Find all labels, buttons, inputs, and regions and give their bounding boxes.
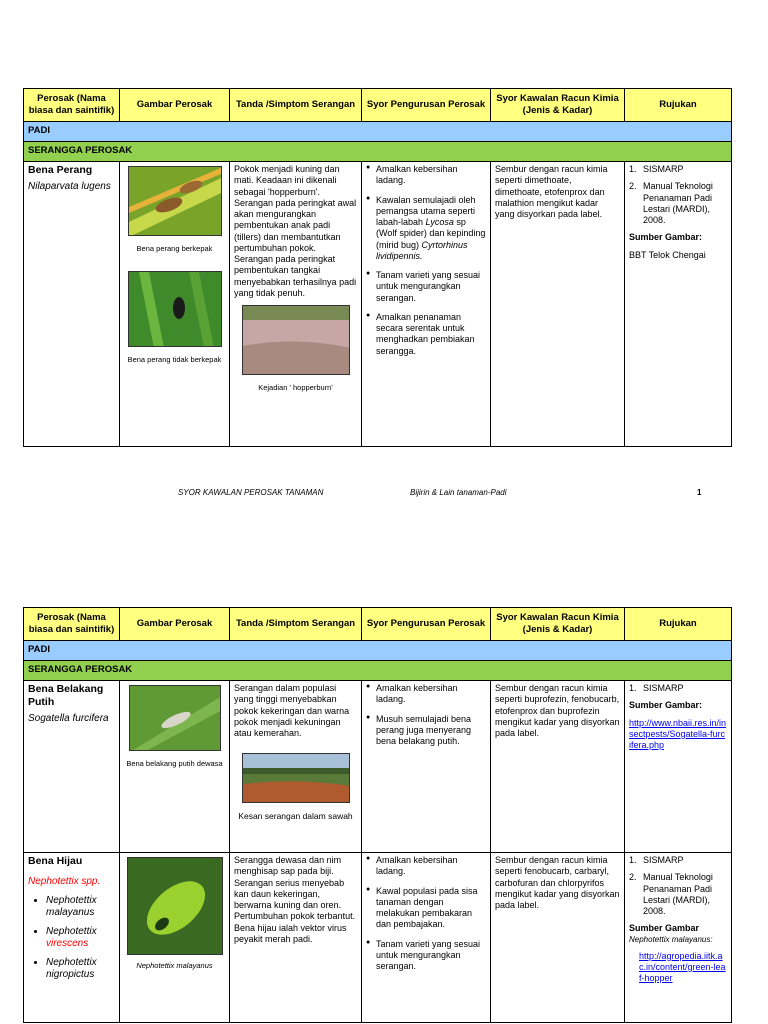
- symptom-cell: [230, 162, 362, 447]
- pest-scientific-name: Nilaparvata lugens: [28, 181, 111, 193]
- pest-image-cell: [120, 162, 230, 447]
- header-perosak: Perosak (Nama biasa dan saintifik): [24, 89, 120, 122]
- image-caption: Kesan serangan dalam sawah: [238, 811, 353, 822]
- table-page-2: [23, 607, 731, 1023]
- table-row: [24, 162, 732, 447]
- pest-scientific-name: Nephotettix spp.: [28, 876, 101, 888]
- chemical-cell: Sembur dengan racun kimia seperti fenobucarb, carbaryl, carbofuran dan chlorpyrifos mengikut kadar yang disyorkan pada label.: [491, 853, 625, 1023]
- list-item: ● Kawal populasi pada sisa tanaman dengan melakukan pembakaran dan pembajakan.: [366, 886, 486, 931]
- pest-name: Bena Hijau: [28, 855, 83, 867]
- pest-name: Bena Perang: [28, 164, 93, 176]
- category-row: SERANGGA PEROSAK: [24, 661, 732, 681]
- list-item: 2. Manual Teknologi Penanaman Padi Lestari (MARDI), 2008.: [629, 872, 713, 916]
- header-tanda: Tanda /Simptom Serangan: [230, 608, 362, 641]
- list-item: 1. SISMARP: [629, 683, 684, 693]
- list-item: 1. SISMARP: [629, 164, 684, 174]
- chemical-cell: Sembur dengan racun kimia seperti dimethoate, dimethoate, etofenprox dan malathion mengikut kadar yang disyorkan pada label.: [491, 162, 625, 447]
- pest-photo-green-leafhopper: [127, 857, 223, 955]
- list-item: 1. SISMARP: [629, 855, 684, 865]
- reference-cell: [625, 853, 732, 1023]
- header-perosak: Perosak (Nama biasa dan saintifik): [24, 608, 120, 641]
- symptom-text: Serangan dalam populasi yang tinggi menyebabkan pokok kekeringan dan warna pokok menjadi kekuningan atau kemerahan.: [234, 683, 350, 738]
- management-cell: [362, 681, 491, 853]
- pest-photo-adult: [129, 685, 221, 751]
- reference-list: [629, 855, 727, 917]
- image-caption: Kejadian ' hopperburn': [258, 383, 333, 392]
- symptom-text: Pokok menjadi kuning dan mati. Keadaan ini dikenali sebagai 'hopperburn'. Serangan pada peringkat awal akan mengurangkan pembentukan anak padi (tillers) dan membantutkan pertumbuhan pokok. Serangan pada peringkat pembentukan tangkai menyebabkan terhasilnya padi yang tidak penuh.: [234, 164, 357, 298]
- source-label: Sumber Gambar:: [629, 700, 703, 711]
- pest-name-cell: [24, 162, 120, 447]
- list-item: • Nephotettix virescens: [46, 926, 115, 951]
- symptom-cell: [230, 681, 362, 853]
- source-label: Sumber Gambar:: [629, 232, 703, 243]
- list-item: • Nephotettix nigropictus: [46, 957, 115, 982]
- pest-name: Bena Belakang Putih: [28, 683, 104, 709]
- header-row: [24, 608, 732, 641]
- hopperburn-photo: [242, 305, 350, 375]
- pest-name-cell: [24, 853, 120, 1023]
- header-rujukan: Rujukan: [625, 89, 732, 122]
- pest-photo-wingless: [128, 271, 222, 347]
- management-list: [366, 683, 486, 747]
- reference-cell: [625, 681, 732, 853]
- source-link[interactable]: http://agropedia.iitk.ac.in/content/green-leaf-hopper: [639, 950, 726, 983]
- reference-cell: [625, 162, 732, 447]
- header-syor-kawalan: Syor Kawalan Racun Kimia (Jenis & Kadar): [491, 89, 625, 122]
- list-item: ● Kawalan semulajadi oleh pemangsa utama seperti labah-labah Lycosa sp (Wolf spider) dan kepinding (mirid bug) Cyrtorhinus lividipennis.: [366, 195, 486, 263]
- list-item: ● Amalkan penanaman secara serentak untuk menghadkan pembiakan serangga.: [366, 312, 486, 357]
- list-item: 2. Manual Teknologi Penanaman Padi Lestari (MARDI), 2008.: [629, 181, 713, 225]
- source-text: BBT Telok Chengai: [629, 249, 706, 260]
- image-caption: Bena perang tidak berkepak: [127, 355, 222, 365]
- symptom-cell: Serangga dewasa dan nim menghisap sap pada biji. Serangan serius menyebab kan daun kekeringan, berwarna kuning dan oren. Pertumbuhan pokok terbantut. Bena hijau ialah vektor virus peyakit merah padi.: [230, 853, 362, 1023]
- footer-left: SYOR KAWALAN PEROSAK TANAMAN: [178, 488, 324, 497]
- pest-scientific-name: Sogatella furcifera: [28, 713, 109, 725]
- table-row: [24, 681, 732, 853]
- header-syor-pengurusan: Syor Pengurusan Perosak: [362, 89, 491, 122]
- source-label: Sumber Gambar: [629, 923, 700, 934]
- source-subject: Nephotettix malayanus:: [629, 934, 713, 944]
- management-cell: [362, 853, 491, 1023]
- list-item: ● Musuh semulajadi bena perang juga menyerang bena belakang putih.: [366, 714, 486, 748]
- header-gambar: Gambar Perosak: [120, 608, 230, 641]
- header-row: [24, 89, 732, 122]
- pest-image-cell: [120, 681, 230, 853]
- list-item: • Nephotettix malayanus: [46, 895, 115, 920]
- crop-row: PADI: [24, 641, 732, 661]
- list-item: ● Amalkan kebersihan ladang.: [366, 855, 486, 878]
- reference-list: [629, 164, 727, 226]
- pest-image-cell: [120, 853, 230, 1023]
- image-caption: Nephotettix malayanus: [136, 961, 213, 970]
- reference-list: [629, 683, 727, 694]
- pest-photo-winged: [128, 166, 222, 236]
- source-link[interactable]: http://www.nbaii.res.in/insectpests/Sogatella-furcifera.php: [629, 717, 727, 750]
- list-item: ● Amalkan kebersihan ladang.: [366, 164, 486, 187]
- crop-row: PADI: [24, 122, 732, 142]
- list-item: ● Tanam varieti yang sesuai untuk mengurangkan serangan.: [366, 939, 486, 973]
- header-syor-pengurusan: Syor Pengurusan Perosak: [362, 608, 491, 641]
- list-item: ● Amalkan kebersihan ladang.: [366, 683, 486, 706]
- list-item: ● Tanam varieti yang sesuai untuk mengurangkan serangan.: [366, 270, 486, 304]
- management-list: [366, 164, 486, 357]
- header-syor-kawalan: Syor Kawalan Racun Kimia (Jenis & Kadar): [491, 608, 625, 641]
- management-cell: [362, 162, 491, 447]
- chemical-cell: Sembur dengan racun kimia seperti buprofezin, fenobucarb, etofenprox dan buprofezin mengikut kadar yang disyorkan pada label.: [491, 681, 625, 853]
- image-caption: Bena belakang putih dewasa: [126, 759, 223, 768]
- image-caption: Bena perang berkepak: [136, 244, 213, 253]
- pest-table-2: [23, 607, 732, 1023]
- header-rujukan: Rujukan: [625, 608, 732, 641]
- pest-name-cell: [24, 681, 120, 853]
- page-number: 1: [697, 488, 702, 497]
- table-page-1: [23, 88, 731, 447]
- header-gambar: Gambar Perosak: [120, 89, 230, 122]
- header-tanda: Tanda /Simptom Serangan: [230, 89, 362, 122]
- species-list: [46, 895, 115, 982]
- footer-middle: Bijirin & Lain tanaman-Padi: [410, 488, 507, 497]
- pest-table-1: [23, 88, 732, 447]
- management-list: [366, 855, 486, 972]
- table-row: [24, 853, 732, 1023]
- field-damage-photo: [242, 753, 350, 803]
- category-row: SERANGGA PEROSAK: [24, 142, 732, 162]
